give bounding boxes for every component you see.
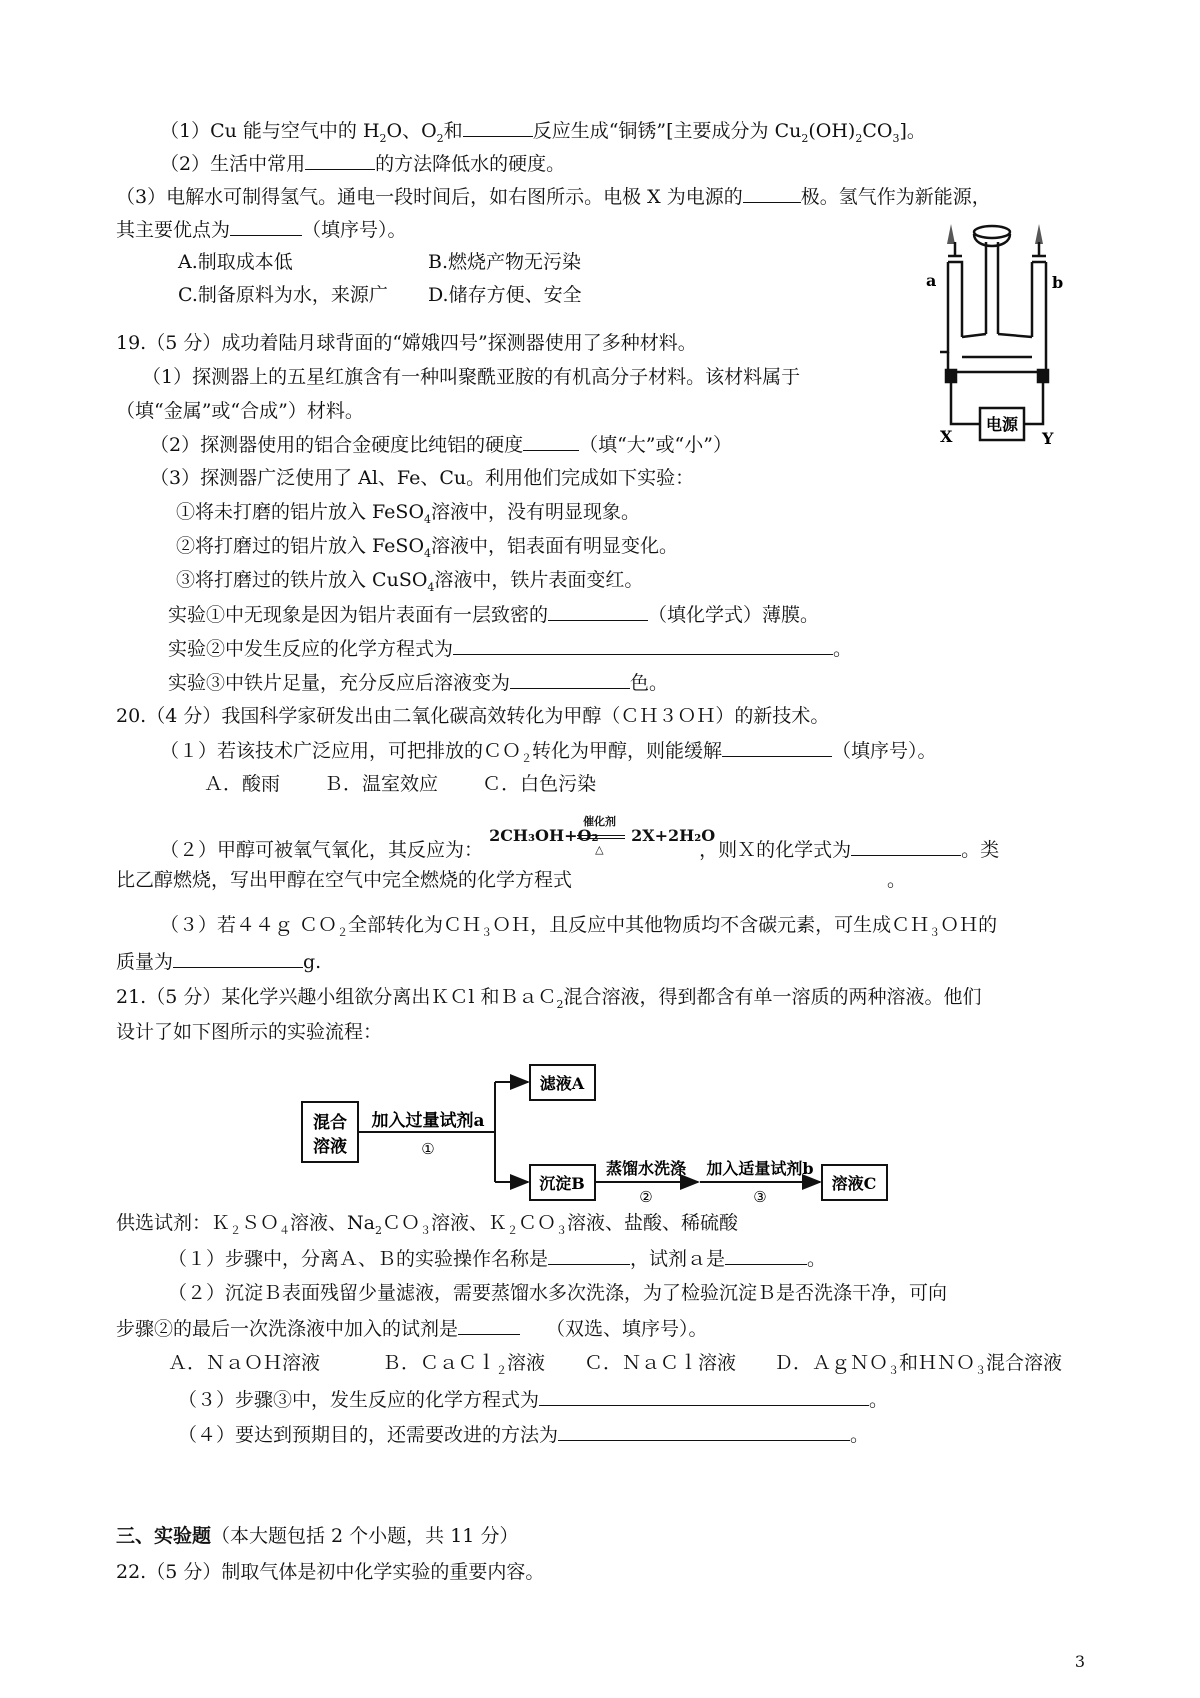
step2-label: 蒸馏水洗涤 <box>605 1159 687 1178</box>
q19-r1-blank[interactable] <box>548 602 648 621</box>
q21-p1-blank-reagent[interactable] <box>725 1246 807 1265</box>
q19-r2-blank[interactable] <box>453 636 833 655</box>
q21-title-line2: 设计了如下图所示的实验流程： <box>116 1021 383 1043</box>
q19-experiment-3: ③将打磨过的铁片放入 CuSO$_4$溶液中，铁片表面变红。 <box>176 569 644 594</box>
q20-p2-blank[interactable] <box>851 837 961 856</box>
q19-p2-blank[interactable] <box>523 432 579 451</box>
equation-right: 2X+2H₂O <box>631 826 716 845</box>
q19-result-3: 实验③中铁片足量，充分反应后溶液变为 色。 <box>168 672 669 694</box>
mix-label-line2: 溶液 <box>313 1137 347 1157</box>
q21-options <box>168 1351 1062 1375</box>
label-x: X <box>940 427 953 446</box>
q20-part3: （３）若４４ｇ ＣＯ$_2$全部转化为ＣＨ$_3$ＯＨ，且反应中其他物质均不含碳元素，可生成ＣＨ$_3$ＯＨ的 <box>160 914 998 939</box>
q21-part2-line2: 步骤②的最后一次洗涤液中加入的试剂是 （双选、填序号）。 <box>116 1318 708 1340</box>
q21-p1-blank-operation[interactable] <box>548 1246 630 1265</box>
q20-part2: （２）甲醇可被氧气氧化，其反应为： 2CH₃OH+O₂ 催化剂 △ 2X+2H₂O ，则Ｘ的化学式为 。类 <box>160 832 999 862</box>
q19-part2: （2）探测器使用的铝合金硬度比纯铝的硬度 （填“大”或“小”） <box>150 434 732 456</box>
q21-reagents: 供选试剂：Ｋ$_2$ＳＯ$_4$溶液、$Na_2CO_3$溶液、Ｋ$_2$ＣＯ$_3$溶液、盐酸、稀硫酸 <box>116 1212 739 1237</box>
equation-catalyst: 催化剂 <box>583 815 617 828</box>
q20-title: 20.（4 分）我国科学家研发出由二氧化碳高效转化为甲醇（ＣＨ３ＯＨ）的新技术。 <box>116 705 830 727</box>
q21-part2: （２）沉淀Ｂ表面残留少量滤液，需要蒸馏水多次洗涤，为了检验沉淀Ｂ是否洗涤干净，可向 <box>168 1282 948 1304</box>
q18-option-a: A.制取成本低 <box>178 251 293 273</box>
filtrate-a-label: 滤液A <box>539 1074 585 1093</box>
q18-p3-blank-advantage[interactable] <box>230 217 302 236</box>
q20-p3-blank[interactable] <box>173 949 303 968</box>
q19-experiment-1: ①将未打磨的铝片放入 FeSO$_4$溶液中，没有明显现象。 <box>176 501 641 526</box>
equation-left: 2CH₃OH+O₂ <box>489 826 599 845</box>
step2-number: ② <box>639 1188 653 1206</box>
q21-option-b: Ｂ．ＣａＣｌ$_2$溶液 <box>382 1352 546 1377</box>
equation-heat: △ <box>595 843 604 856</box>
label-y: Y <box>1042 429 1054 448</box>
section3-heading: 三、实验题（本大题包括 2 个小题，共 11 分） <box>116 1525 519 1547</box>
q19-result-2: 实验②中发生反应的化学方程式为 。 <box>168 638 853 660</box>
q18-part1: （1）Cu 能与空气中的 $H_2O$、$O_2$和 反应生成“铜锈”[主要成分为 $Cu_2(OH)_2CO_3$]。 <box>160 120 926 145</box>
q21-p3-blank[interactable] <box>539 1387 869 1406</box>
q19-result-1: 实验①中无现象是因为铝片表面有一层致密的 （填化学式）薄膜。 <box>168 604 820 626</box>
step3-label: 加入适量试剂b <box>706 1159 814 1178</box>
step3-number: ③ <box>753 1188 767 1206</box>
q20-part3-line2: 质量为 g. <box>116 951 322 973</box>
q20-options: Ａ．酸雨 Ｂ．温室效应 Ｃ．白色污染 <box>204 773 597 795</box>
q19-r3-blank[interactable] <box>510 670 630 689</box>
q18-option-c: C.制备原料为水，来源广 <box>178 284 388 306</box>
power-source-label: 电源 <box>985 415 1019 434</box>
label-b: b <box>1052 273 1064 292</box>
q21-option-c: Ｃ．ＮａＣｌ溶液 <box>584 1352 737 1374</box>
q21-part1: （１）步骤中，分离Ａ、Ｂ的实验操作名称是 ，试剂ａ是 。 <box>168 1248 827 1270</box>
q19-title: 19.（5 分）成功着陆月球背面的“嫦娥四号”探测器使用了多种材料。 <box>116 332 697 354</box>
q21-option-d: Ｄ．ＡｇＮＯ$_3$和ＨＮＯ$_3$混合溶液 <box>774 1352 1063 1377</box>
precipitate-b-label: 沉淀B <box>539 1174 585 1193</box>
q18-p3-blank-pole[interactable] <box>743 184 801 203</box>
q18-part3: （3）电解水可制得氢气。通电一段时间后，如右图所示。电极 X 为电源的 极。氢气作为新能源， <box>116 186 991 208</box>
q21-part3: （３）步骤③中，发生反应的化学方程式为 。 <box>178 1389 889 1411</box>
q19-part1-line1: （1）探测器上的五星红旗含有一种叫聚酰亚胺的有机高分子材料。该材料属于 <box>142 366 801 388</box>
q21-option-a: Ａ．ＮａＯＨ溶液 <box>168 1352 321 1374</box>
solution-c-label: 溶液C <box>831 1174 877 1193</box>
q20-part1: （１）若该技术广泛应用，可把排放的ＣＯ$_2$转化为甲醇，则能缓解 （填序号）。 <box>160 740 937 765</box>
q19-part1-line2: （填“金属”或“合成”）材料。 <box>116 400 364 422</box>
q19-part3: （3）探测器广泛使用了 Al、Fe、Cu。利用他们完成如下实验： <box>150 467 695 489</box>
q21-p2-blank[interactable] <box>458 1316 520 1335</box>
experiment-flow-diagram <box>300 1062 900 1206</box>
q21-p4-blank[interactable] <box>558 1422 850 1441</box>
q19-experiment-2: ②将打磨过的铝片放入 FeSO$_4$溶液中，铝表面有明显变化。 <box>176 535 679 560</box>
q18-p1-blank[interactable] <box>463 118 533 137</box>
q18-p2-blank[interactable] <box>305 151 375 170</box>
reaction-equation <box>489 815 716 856</box>
q20-part2-line2: 比乙醇燃烧，写出甲醇在空气中完全燃烧的化学方程式 。 <box>116 869 907 891</box>
q18-option-d: D.储存方便、安全 <box>428 284 582 306</box>
q18-option-b: B.燃烧产物无污染 <box>428 251 582 273</box>
q22-title: 22.（5 分）制取气体是初中化学实验的重要内容。 <box>116 1561 545 1583</box>
label-a: a <box>926 271 937 290</box>
mix-label-line1: 混合 <box>313 1113 347 1133</box>
electrolysis-apparatus <box>918 222 1068 448</box>
page-number: 3 <box>1074 1652 1085 1671</box>
q20-p1-blank[interactable] <box>722 738 832 757</box>
step1-label: 加入过量试剂a <box>371 1111 485 1131</box>
q21-part4: （４）要达到预期目的，还需要改进的方法为 。 <box>178 1424 870 1446</box>
q18-part2: （2）生活中常用 的方法降低水的硬度。 <box>160 153 566 175</box>
q21-title: 21.（5 分）某化学兴趣小组欲分离出ＫＣl 和ＢａＣ$_2$混合溶液，得到都含有单一溶质的两种溶液。他们 <box>116 986 982 1011</box>
q18-part3-line2: 其主要优点为 （填序号）。 <box>116 219 407 241</box>
step1-number: ① <box>421 1140 435 1158</box>
